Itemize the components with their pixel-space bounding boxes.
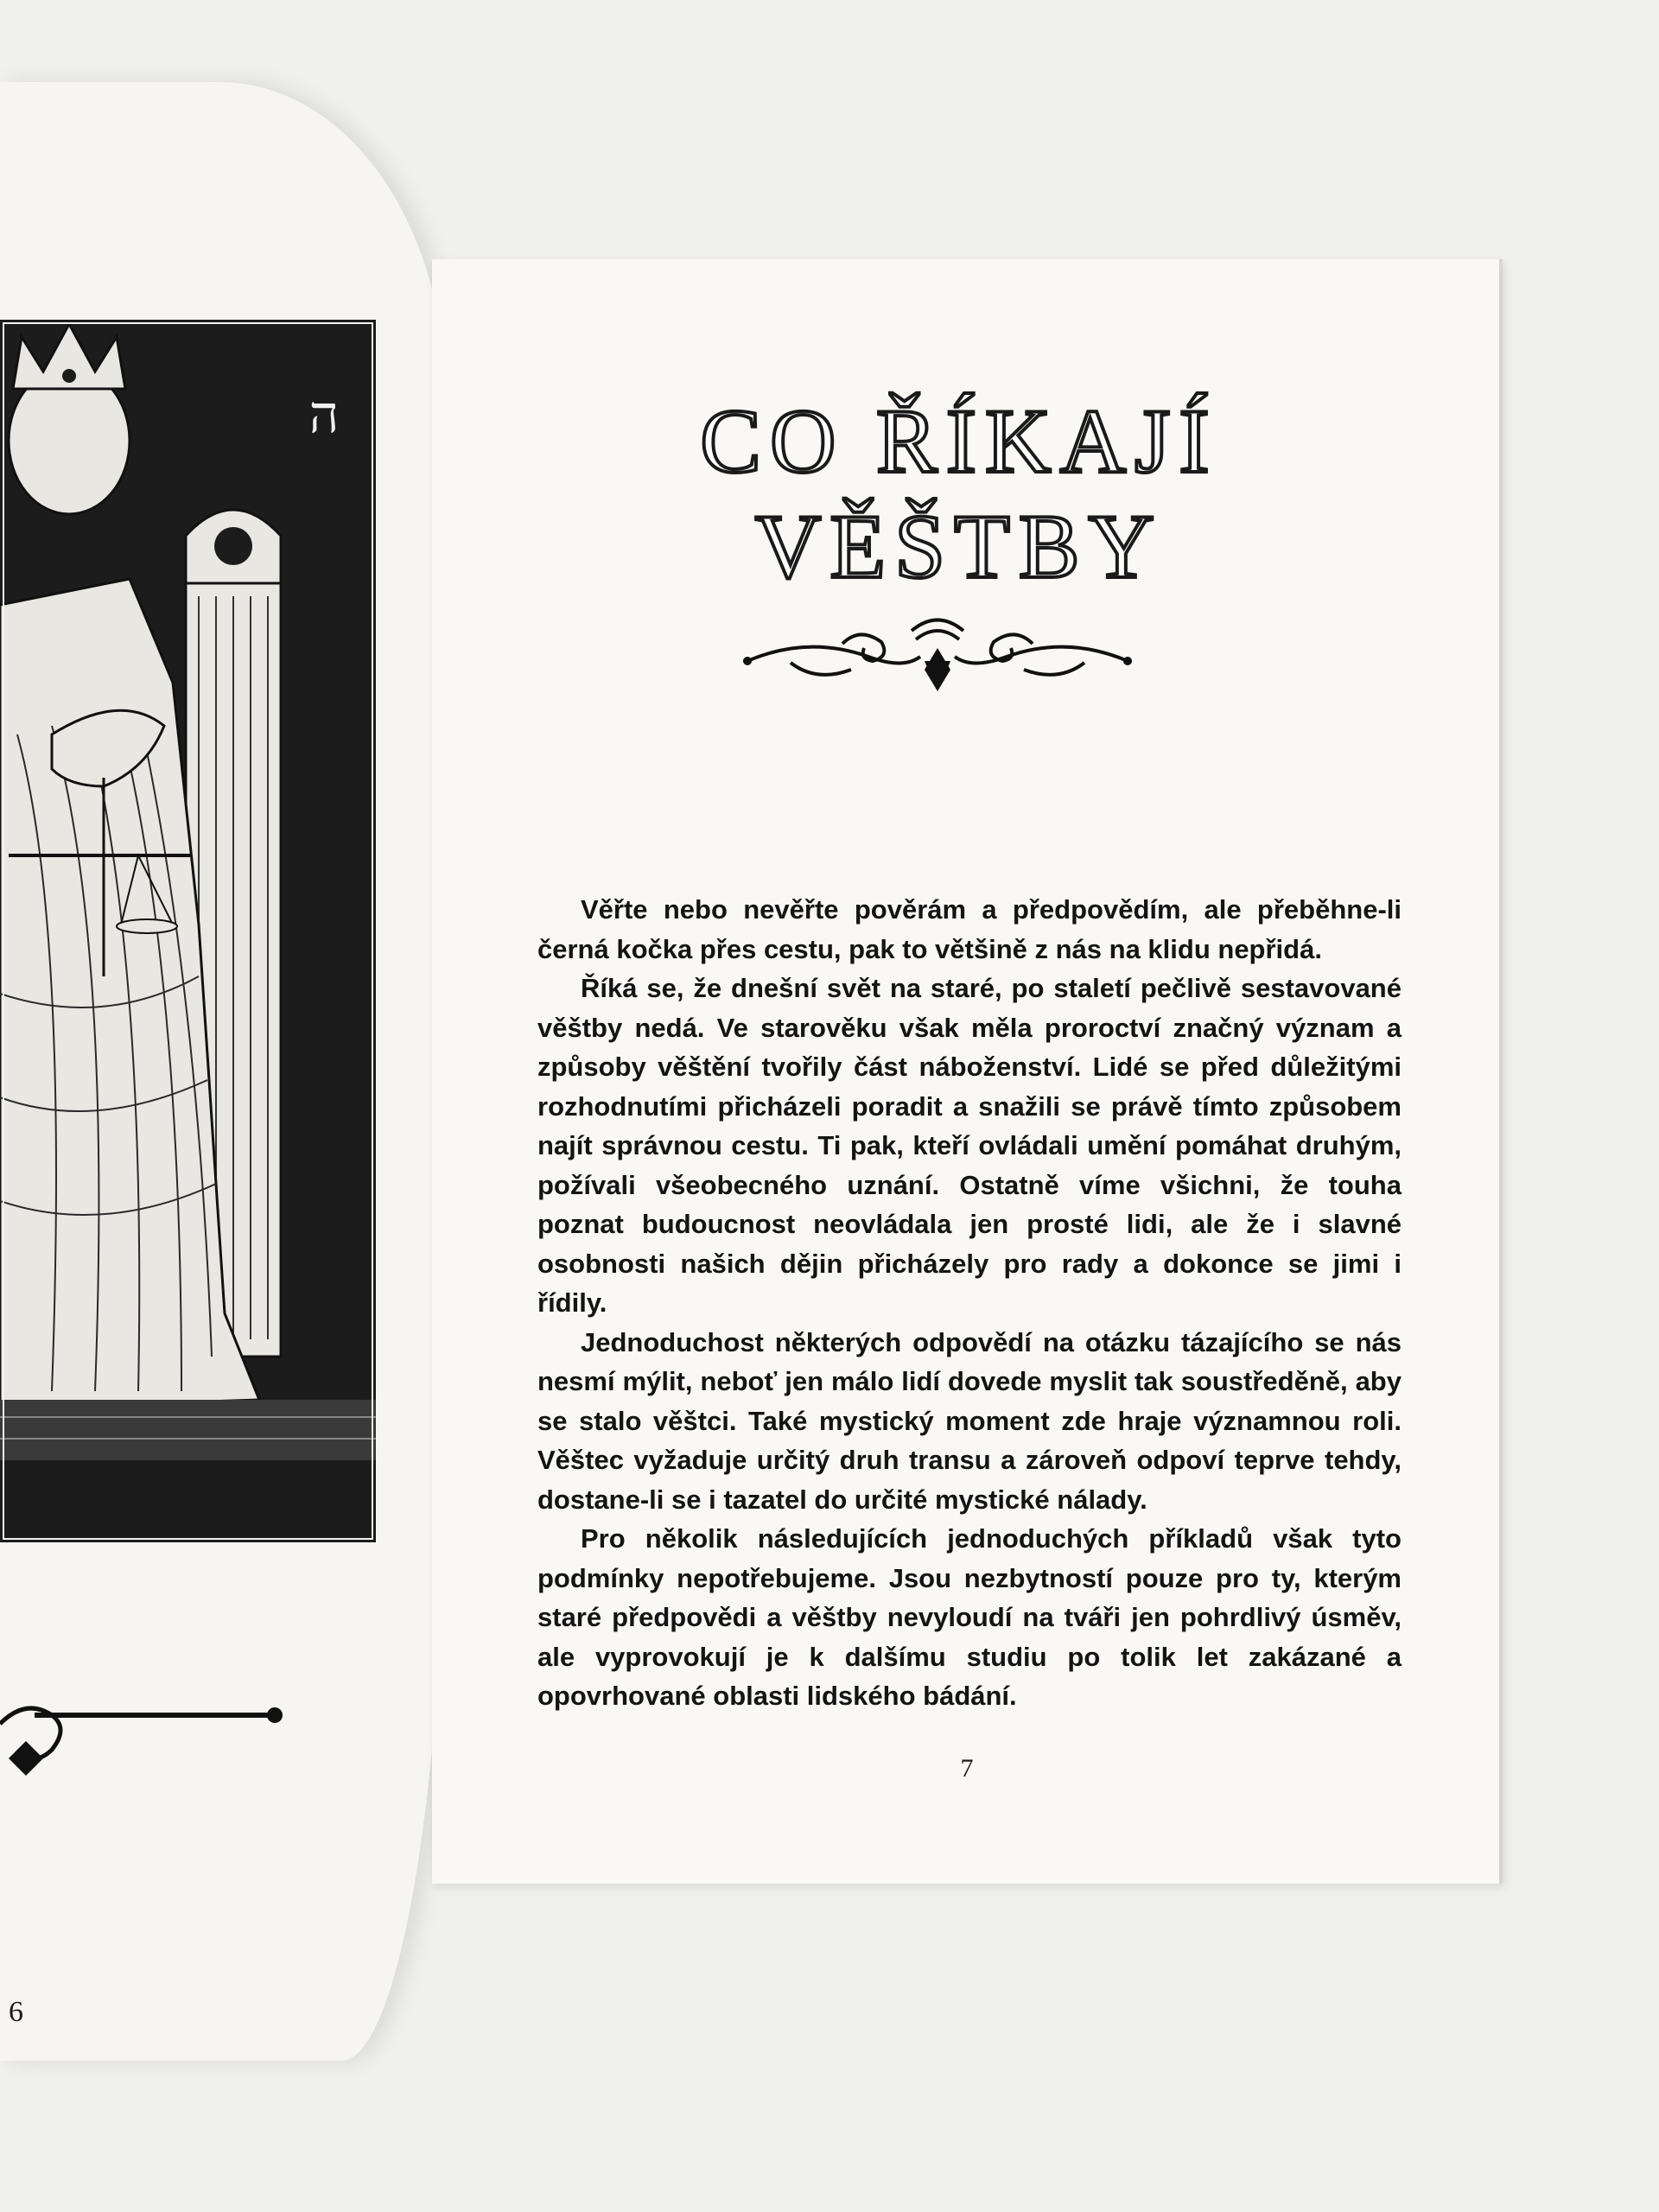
page-edge <box>1499 259 1503 1884</box>
right-book-page <box>432 259 1502 1884</box>
paragraph: Pro několik následujících jednoduchých příkladů však tyto podmínky nepotřebujeme. Jsou nezbytností pouze pro ty, kterým staré předpovědi a věštby nevyloudí na tváři jen pohrdlivý úsměv, ale vyprovokují je k dalšímu studiu po tolik let zakázané a opovrhované oblasti lidského bádání. <box>537 1523 1402 1711</box>
title-flourish-ornament <box>739 609 1136 704</box>
left-book-page <box>0 82 445 2061</box>
chapter-title: CO ŘÍKAJÍ VĚŠTBY <box>700 391 1218 597</box>
chapter-body <box>537 890 1402 1716</box>
tarot-card-illustration <box>0 320 376 1542</box>
paragraph: Říká se, že dnešní svět na staré, po staletí pečlivě sestavované věštby nedá. Ve starověku však měla proroctví značný význam a způsoby věštění tvořily část náboženství. Lidé se před důležitými rozhodnutími přicházeli poradit a snažili se právě tímto způsobem najít správnou cestu. Ti pak, kteří ovládali umění pomáhat druhým, požívali všeobecného uznání. Ostatně víme všichni, že touha poznat budoucnost neovládala jen prosté lidi, ale že i slavné osobnosti našich dějin přicházely pro rady a dokonce se jimi i řídily. <box>537 973 1402 1318</box>
left-page-number: 6 <box>9 1996 23 2028</box>
hebrew-letter: ה <box>308 385 340 445</box>
enthroned-king-engraving <box>0 320 376 1542</box>
paragraph: Jednoduchost některých odpovědí na otázku tázajícího se nás nesmí mýlit, neboť jen málo lidí dovede myslit tak soustředěně, aby se stalo věštci. Také mystický moment zde hraje významnou roli. Věštec vyžaduje určitý druh transu a zároveň odpoví teprve tehdy, dostane-li se i tazatel do určité mystické nálady. <box>537 1326 1402 1515</box>
page-ornament <box>0 1689 294 1784</box>
right-page-number: 7 <box>960 1754 974 1783</box>
paragraph: Věřte nebo nevěřte pověrám a předpovědím, ale přeběhne-li černá kočka přes cestu, pak to většině z nás na klidu nepřidá. <box>537 894 1402 964</box>
